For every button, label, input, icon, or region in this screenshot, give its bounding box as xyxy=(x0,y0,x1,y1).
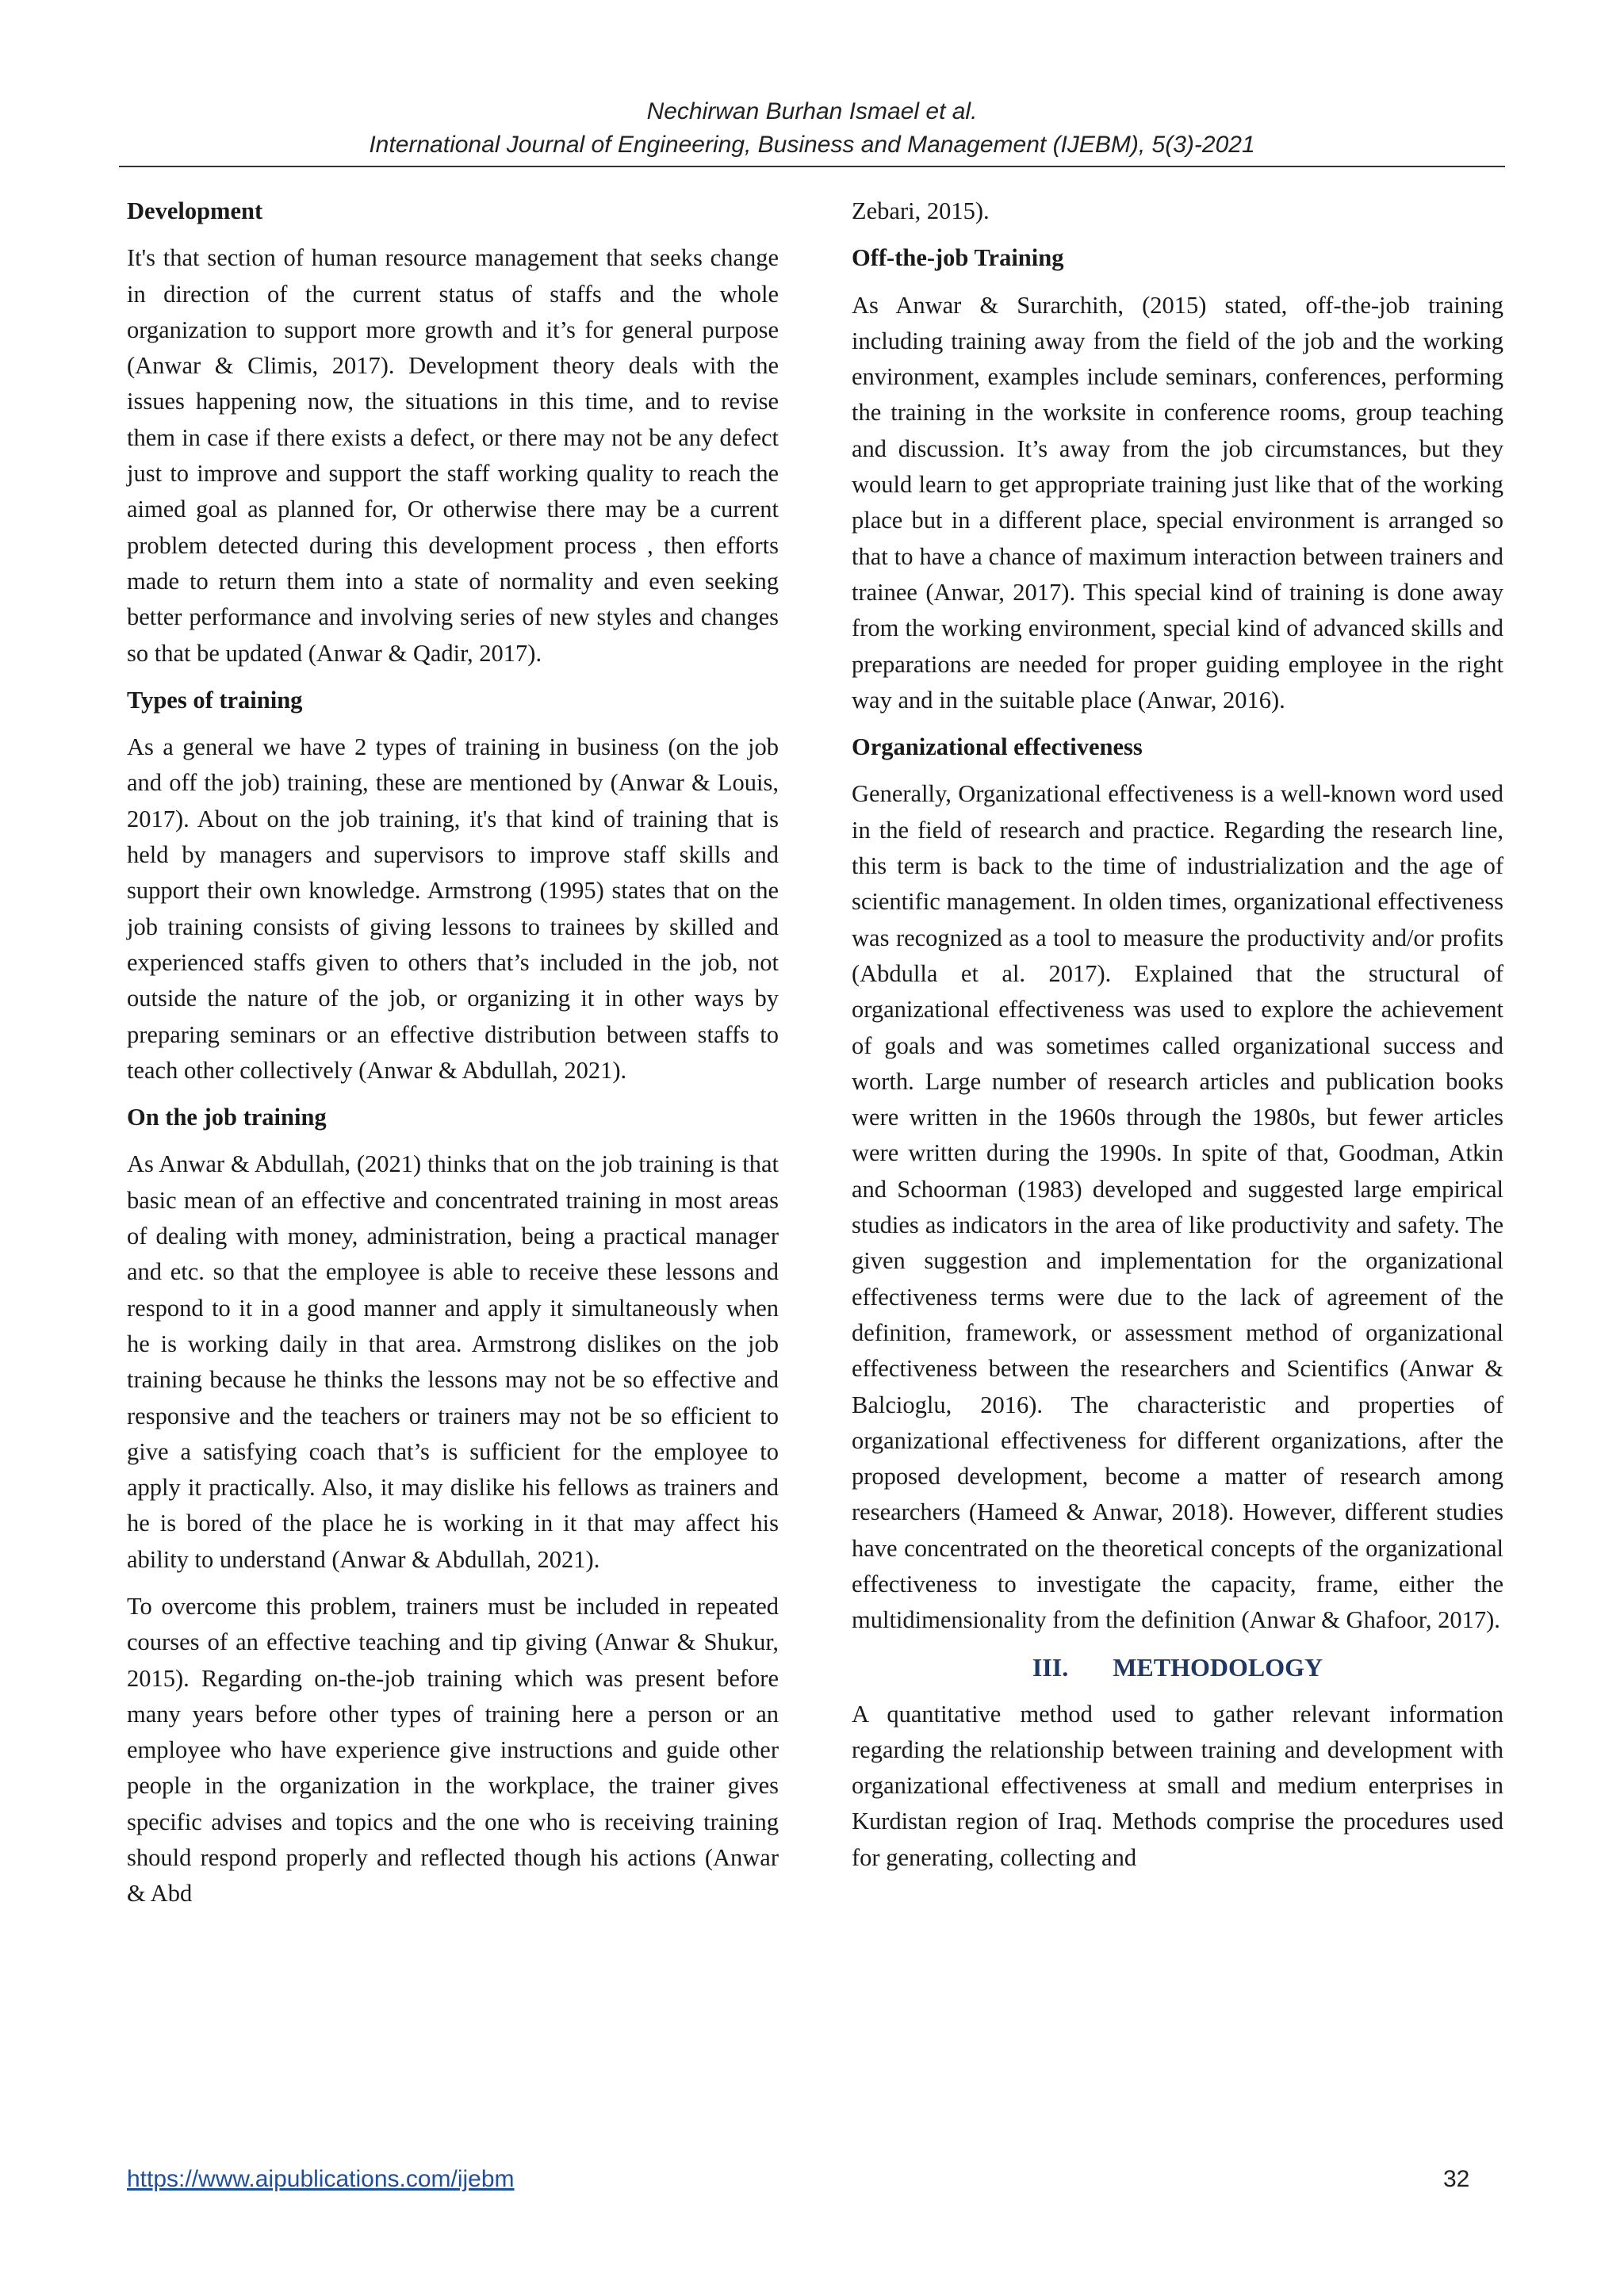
running-header xyxy=(119,95,1505,162)
types-of-training-paragraph: As a general we have 2 types of training in business (on the job and off the job) training, these are mentioned by (Anwar & Louis, 2017). About on the job training, it's that kind of training that is held by managers and supervisors to improve staff skills and support their own knowledge. Armstrong (1995) states that on the job training consists of giving lessons to trainees by skilled and experienced staffs given to others that’s included in the job, not outside the nature of the job, or organizing it in other ways by preparing seminars or an effective distribution between staffs to teach other collectively (Anwar & Abdullah, 2021). xyxy=(127,733,779,1084)
on-the-job-paragraph-2: To overcome this problem, trainers must be included in repeated courses of an effective teaching and tip giving (Anwar & Shukur, 2015). Regarding on-the-job training which was present before many years before other types of training here a person or an employee who have experience give instructions and guide other people in the organization in the workplace, the trainer gives specific advises and topics and the one who is receiving training should respond properly and reflected though his actions (Anwar & Abd xyxy=(127,1592,779,1908)
development-heading: Development xyxy=(127,197,263,224)
methodology-paragraph: A quantitative method used to gather relevant information regarding the relationship between training and development with organizational effectiveness at small and medium enterprises in Kurdistan region of Iraq. Methods comprise the procedures used for generating, collecting and xyxy=(852,1700,1503,1871)
methodology-heading xyxy=(852,1650,1503,1686)
off-the-job-paragraph: As Anwar & Surarchith, (2015) stated, off-the-job training including training away from the field of the job and the working environment, examples include seminars, conferences, performing the training in the worksite in conference rooms, group teaching and discussion. It’s away from the job circumstances, but they would learn to get appropriate training just like that of the working place but in a different place, special environment is arranged so that to have a chance of maximum interaction between trainers and trainee (Anwar, 2017). This special kind of training is done away from the working environment, special kind of advanced skills and preparations are needed for proper guiding employee in the right way and in the suitable place (Anwar, 2016). xyxy=(852,291,1503,714)
organizational-effectiveness-paragraph: Generally, Organizational effectiveness is a well-known word used in the field of research and practice. Regarding the research line, this term is back to the time of industrialization and the age of scientific management. In olden times, organizational effectiveness was recognized as a tool to measure the productivity and/or profits (Abdulla et al. 2017). Explained that the structural of organizational effectiveness was used to explore the achievement of goals and was sometimes called organizational success and worth. Large number of research articles and publication books were written in the 1960s through the 1980s, but fewer articles were written during the 1990s. In spite of that, Goodman, Atkin and Schoorman (1983) developed and suggested large empirical studies as indicators in the area of like productivity and safety. The given suggestion and implementation for the organizational effectiveness terms were due to the lack of agreement of the definition, framework, or assessment method of organizational effectiveness between the researchers and Scientifics (Anwar & Balcioglu, 2016). The characteristic and properties of organizational effectiveness for different organizations, after the proposed development, become a matter of research among researchers (Hameed & Anwar, 2018). However, different studies have concentrated on the theoretical concepts of the organizational effectiveness to investigate the capacity, frame, either the multidimensionality from the definition (Anwar & Ghafoor, 2017). xyxy=(852,780,1503,1634)
on-the-job-heading: On the job training xyxy=(127,1104,327,1131)
off-the-job-heading: Off-the-job Training xyxy=(852,244,1064,272)
header-journal: International Journal of Engineering, Business and Management (IJEBM), 5(3)-2021 xyxy=(369,132,1255,158)
page-number: 32 xyxy=(1443,2166,1470,2192)
left-column xyxy=(127,193,779,1923)
right-column xyxy=(852,193,1503,1887)
journal-url-link[interactable]: https://www.aipublications.com/ijebm xyxy=(127,2166,515,2192)
continued-citation: Zebari, 2015). xyxy=(852,197,990,224)
types-of-training-heading: Types of training xyxy=(127,686,303,714)
methodology-title: METHODOLOGY xyxy=(1113,1652,1323,1682)
methodology-number: III. xyxy=(1032,1652,1069,1682)
organizational-effectiveness-heading: Organizational effectiveness xyxy=(852,733,1143,761)
header-authors: Nechirwan Burhan Ismael et al. xyxy=(646,98,978,124)
development-paragraph: It's that section of human resource management that seeks change in direction of the current status of staffs and the whole organization to support more growth and it’s for general purpose (Anwar & Climis, 2017). Development theory deals with the issues happening now, the situations in this time, and to revise them in case if there exists a defect, or there may not be any defect just to improve and support the staff working quality to reach the aimed goal as planned for, Or otherwise there may be a current problem detected during this development process , then efforts made to return them into a state of normality and even seeking better performance and involving series of new styles and changes so that be updated (Anwar & Qadir, 2017). xyxy=(127,244,779,667)
on-the-job-paragraph-1: As Anwar & Abdullah, (2021) thinks that on the job training is that basic mean of an effective and concentrated training in most areas of dealing with money, administration, being a practical manager and etc. so that the employee is able to receive these lessons and respond to it in a good manner and apply it simultaneously when he is working daily in that area. Armstrong dislikes on the job training because he thinks the lessons may not be so effective and responsive and the teachers or trainers may not be so efficient to give a satisfying coach that’s is sufficient for the employee to apply it practically. Also, it may dislike his fellows as trainers and he is bored of the place he is working in it that may affect his ability to understand (Anwar & Abdullah, 2021). xyxy=(127,1150,779,1573)
header-rule xyxy=(119,166,1505,167)
